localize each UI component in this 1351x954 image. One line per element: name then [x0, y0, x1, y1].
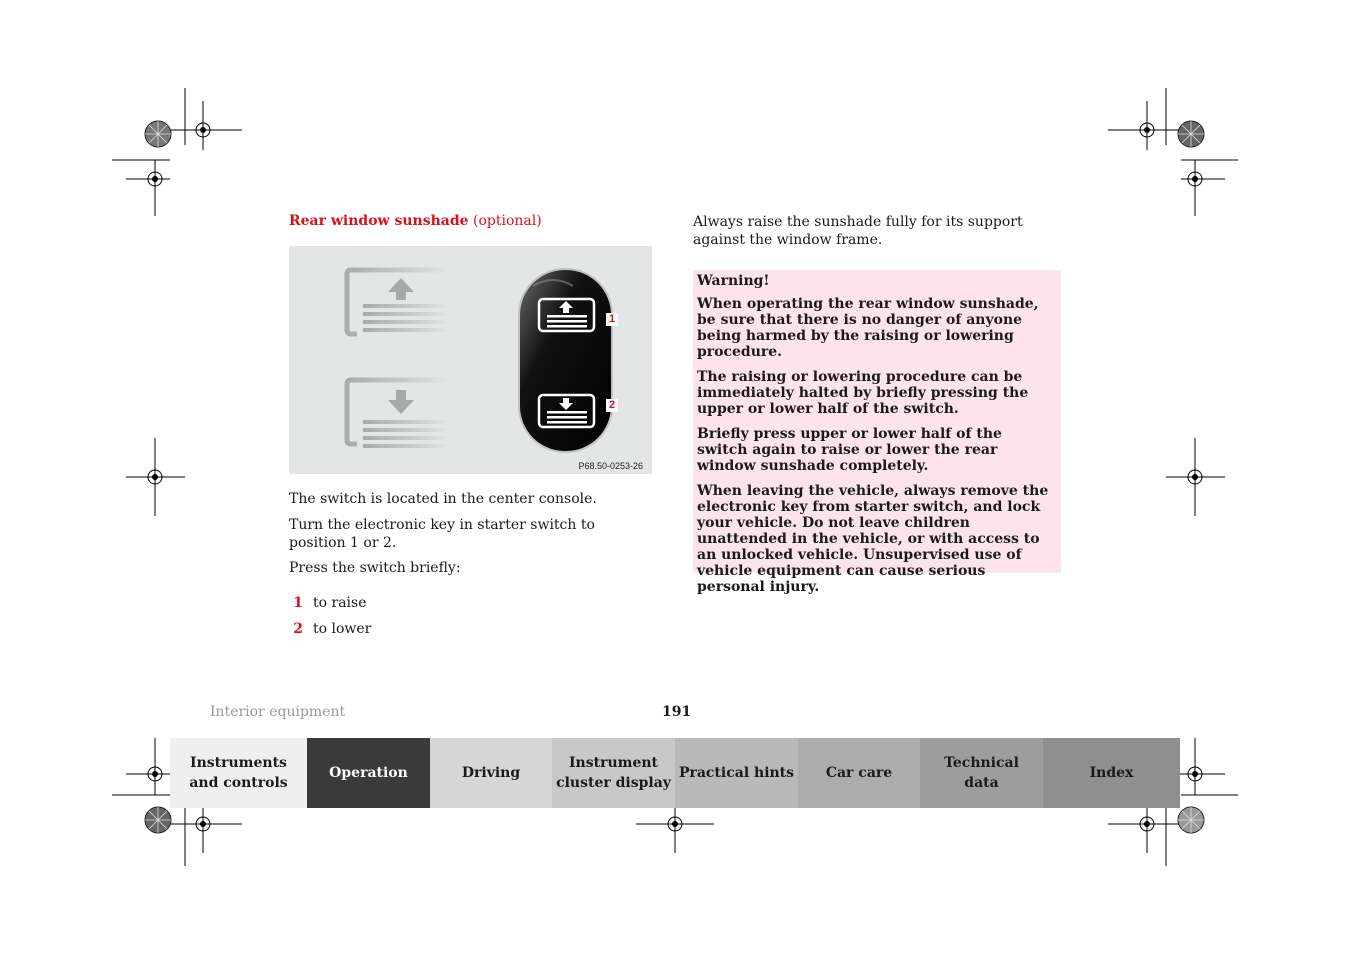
warning-paragraph: When operating the rear window sunshade, be sure that there is no danger of anyone being harmed by the raising or lowering procedure.	[697, 296, 1039, 360]
paragraph-switch-location: The switch is located in the center console.	[289, 491, 597, 507]
raise-sunshade-icon-ghost	[347, 270, 451, 334]
step-lower	[289, 620, 371, 638]
section-title-main: Rear window sunshade	[289, 213, 469, 229]
tab-instruments-and-controls[interactable]: Instruments and controls	[170, 738, 307, 808]
footer-section-name: Interior equipment	[210, 704, 346, 720]
tab-operation[interactable]: Operation	[307, 738, 430, 808]
paragraph-raise-fully: Always raise the sunshade fully for its support against the window frame.	[693, 214, 1023, 248]
step-text: to lower	[313, 621, 372, 637]
step-raise	[289, 594, 367, 612]
warning-paragraph: Briefly press upper or lower half of the switch again to raise or lower the rear window sunshade completely.	[697, 426, 1002, 474]
tab-car-care[interactable]: Car care	[798, 738, 920, 808]
warning-box	[693, 270, 1061, 595]
lower-sunshade-icon-ghost	[347, 380, 451, 448]
warning-title: Warning!	[697, 273, 770, 289]
warning-paragraph: When leaving the vehicle, always remove the electronic key from starter switch, and lock your vehicle. Do not leave children unattended in the vehicle, or with access to an unlocked vehicle. Unsupervised use of vehicle equipment can cause serious personal injury.	[697, 483, 1049, 595]
paragraph-press-switch: Press the switch briefly:	[289, 560, 461, 576]
chapter-tab-bar	[170, 738, 1180, 808]
step-number: 2	[293, 621, 303, 637]
step-text: to raise	[313, 595, 367, 611]
warning-paragraph: The raising or lowering procedure can be immediately halted by briefly pressing the upper or lower half of the switch.	[697, 369, 1029, 417]
tab-index[interactable]: Index	[1043, 738, 1180, 808]
figure-code: P68.50-0253-26	[578, 461, 643, 471]
tab-practical-hints[interactable]: Practical hints	[675, 738, 798, 808]
callout-2: 2	[606, 399, 618, 412]
sunshade-rocker-switch	[518, 268, 613, 453]
sunshade-switch-figure	[289, 246, 652, 474]
tab-driving[interactable]: Driving	[430, 738, 552, 808]
section-title-optional: (optional)	[473, 213, 542, 229]
section-title	[289, 213, 542, 229]
tab-technical-data[interactable]: Technical data	[920, 738, 1043, 808]
paragraph-key-position: Turn the electronic key in starter switch to position 1 or 2.	[289, 517, 595, 551]
page-number: 191	[662, 704, 692, 720]
tab-instrument-cluster-display[interactable]: Instrument cluster display	[552, 738, 675, 808]
callout-1: 1	[606, 313, 618, 326]
step-number: 1	[293, 595, 303, 611]
